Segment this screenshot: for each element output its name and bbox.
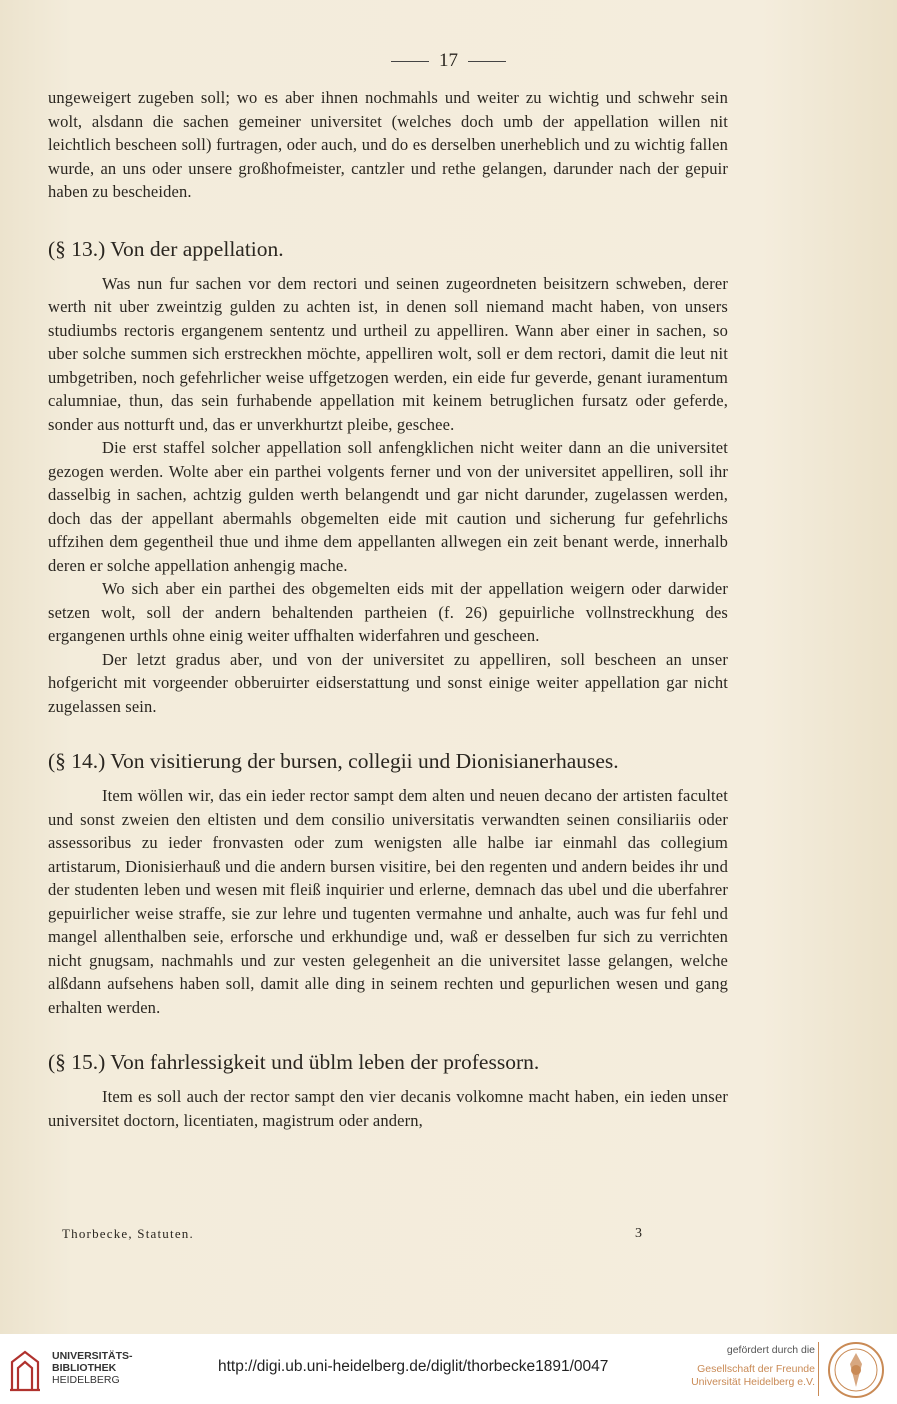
digitization-footer — [0, 1334, 897, 1404]
sponsor-line-2: Universität Heidelberg e.V. — [691, 1376, 815, 1388]
sheet-number: 3 — [635, 1226, 642, 1241]
section-13-paragraph: Wo sich aber ein parthei des obgemelten eids mit der appellation weigern oder darwider setzen wolt, soll der andern behaltenden partheien (f. 26) gepuirliche vollnstreckhung des ergangenen urthls ohne einig weiter uffhalten widerfahren und gescheen. — [48, 579, 728, 645]
section-15-paragraph: Item es soll auch der rector sampt den vier decanis volkomne macht haben, ein ieden unser universitet doctorn, licentiaten, magistrum oder andern, — [48, 1087, 728, 1130]
printer-signature — [62, 1226, 642, 1242]
page-header — [0, 50, 897, 72]
section-13-paragraph: Der letzt gradus aber, und von der universitet zu appelliren, soll bescheen an unser hofgericht mit vorgeender obberuirter eidserstattung und sonst einige weiter appellation gar nicht zugelassen sein. — [48, 649, 728, 716]
intro-paragraph: ungeweigert zugeben soll; wo es aber ihnen nochmahls und weiter zu wichtig und schwehr sein wolt, alsdann die sachen gemeiner universitet (welches doch umb der appellation willen nit leichtlich bescheen soll) furtragen, oder auch, und do es derselben unerheblich und zu wichtig fallen wurde, an uns oder unsere großhofmeister, cantzler und rethe gelangen, darunder nach der gepuir haben zu bescheiden. — [48, 88, 728, 201]
library-line-3: HEIDELBERG — [52, 1374, 120, 1386]
sponsor-line-1: Gesellschaft der Freunde — [697, 1363, 815, 1375]
page-body — [48, 86, 728, 1132]
library-name — [52, 1350, 133, 1386]
sponsor-label: gefördert durch die — [726, 1344, 815, 1356]
section-13-paragraph: Was nun fur sachen vor dem rectori und seinen zugeordneten beisitzern schweben, derer werth nit uber zweintzig gulden zu achten ist, in denen soll niemand macht haben, von unsers studiumbs rectoris ergangenem sententz und urtheil zu appelliren. Wann aber einer in sachen, so uber solche summen sich erstreckhen möchte, appelliren wolt, soll er dem rectori, damit die leut nit umbgetriben, noch gefehrlicher weise uffgetzogen werden, ein eide fur geverde, genant iuramentum calumniae, thun, das sein furhabende appellation mit keinem betruglichen fursatz oder geferde, sonder aus notturft und, das er unverkhurtzt pleibe, geschee. — [48, 273, 728, 434]
header-rule-left — [391, 61, 429, 62]
library-line-1: UNIVERSITÄTS- — [52, 1350, 133, 1362]
sponsor-divider — [818, 1342, 819, 1396]
section-heading-13: (§ 13.) Von der appellation. — [48, 236, 284, 261]
section-heading-14: (§ 14.) Von visitierung der bursen, collegii und Dionisianerhauses. — [48, 749, 619, 773]
signature-text: Thorbecke, Statuten. — [62, 1226, 194, 1241]
library-logo-icon — [8, 1348, 42, 1394]
page-number: 17 — [439, 50, 458, 71]
section-14-paragraph: Item wöllen wir, das ein ieder rector sampt dem alten und neuen decano der artisten facultet und sonst zweien den eltisten und dem consilio universitatis verwandten seinen consiliariis oder assessoribus zu ieder fronvasten oder zum wenigsten alle halbe iar einmahl das collegium artistarum, Dionisierhauß und die andern bursen visitire, bei den regenten und andern beides ihr und der studenten leben und wesen mit fleiß inquirier und erlerne, demnach das ubel und die uberfahrer gepuirlicher weise straffe, sie zur lehre und tugenten vermahne und anhalte, auch was fur fehl und mangel allenthalben seie, erforsche und erkhundige und, waß er desselben fur sich zu verrichten nicht gnugsam, nachmahls und zur vesten gelegenheit an die universitet lasse gelangen, welche alßdann aufsehens haben soll, damit alle ding in seinem rechten und gepurlichen wesen und gang erhalten werden. — [48, 786, 728, 1017]
section-13-paragraph: Die erst staffel solcher appellation soll anfengklichen nicht weiter dann an die universitet gezogen werden. Wolte aber ein parthei volgents ferner und von der universitet appelliren, soll ihr dasselbig in sachen, achtzig gulden werth belangendt und gar nicht darunder, zugelassen werden, doch das der appellant abermahls obgemelten eide mit caution und sicherung fur gefehrlichs uffzihen dem gegentheil thue und ihme dem appellanten allwegen ein zeit benant werde, innerhalb deren er solche appellation anhengig mache. — [48, 438, 728, 575]
university-seal-icon — [826, 1340, 886, 1400]
section-heading-15: (§ 15.) Von fahrlessigkeit und üblm leben der professorn. — [48, 1050, 540, 1074]
sponsor-block — [691, 1344, 815, 1389]
header-rule-right — [468, 61, 506, 62]
permalink-url[interactable]: http://digi.ub.uni-heidelberg.de/diglit/thorbecke1891/0047 — [218, 1358, 609, 1375]
library-line-2: BIBLIOTHEK — [52, 1362, 117, 1374]
